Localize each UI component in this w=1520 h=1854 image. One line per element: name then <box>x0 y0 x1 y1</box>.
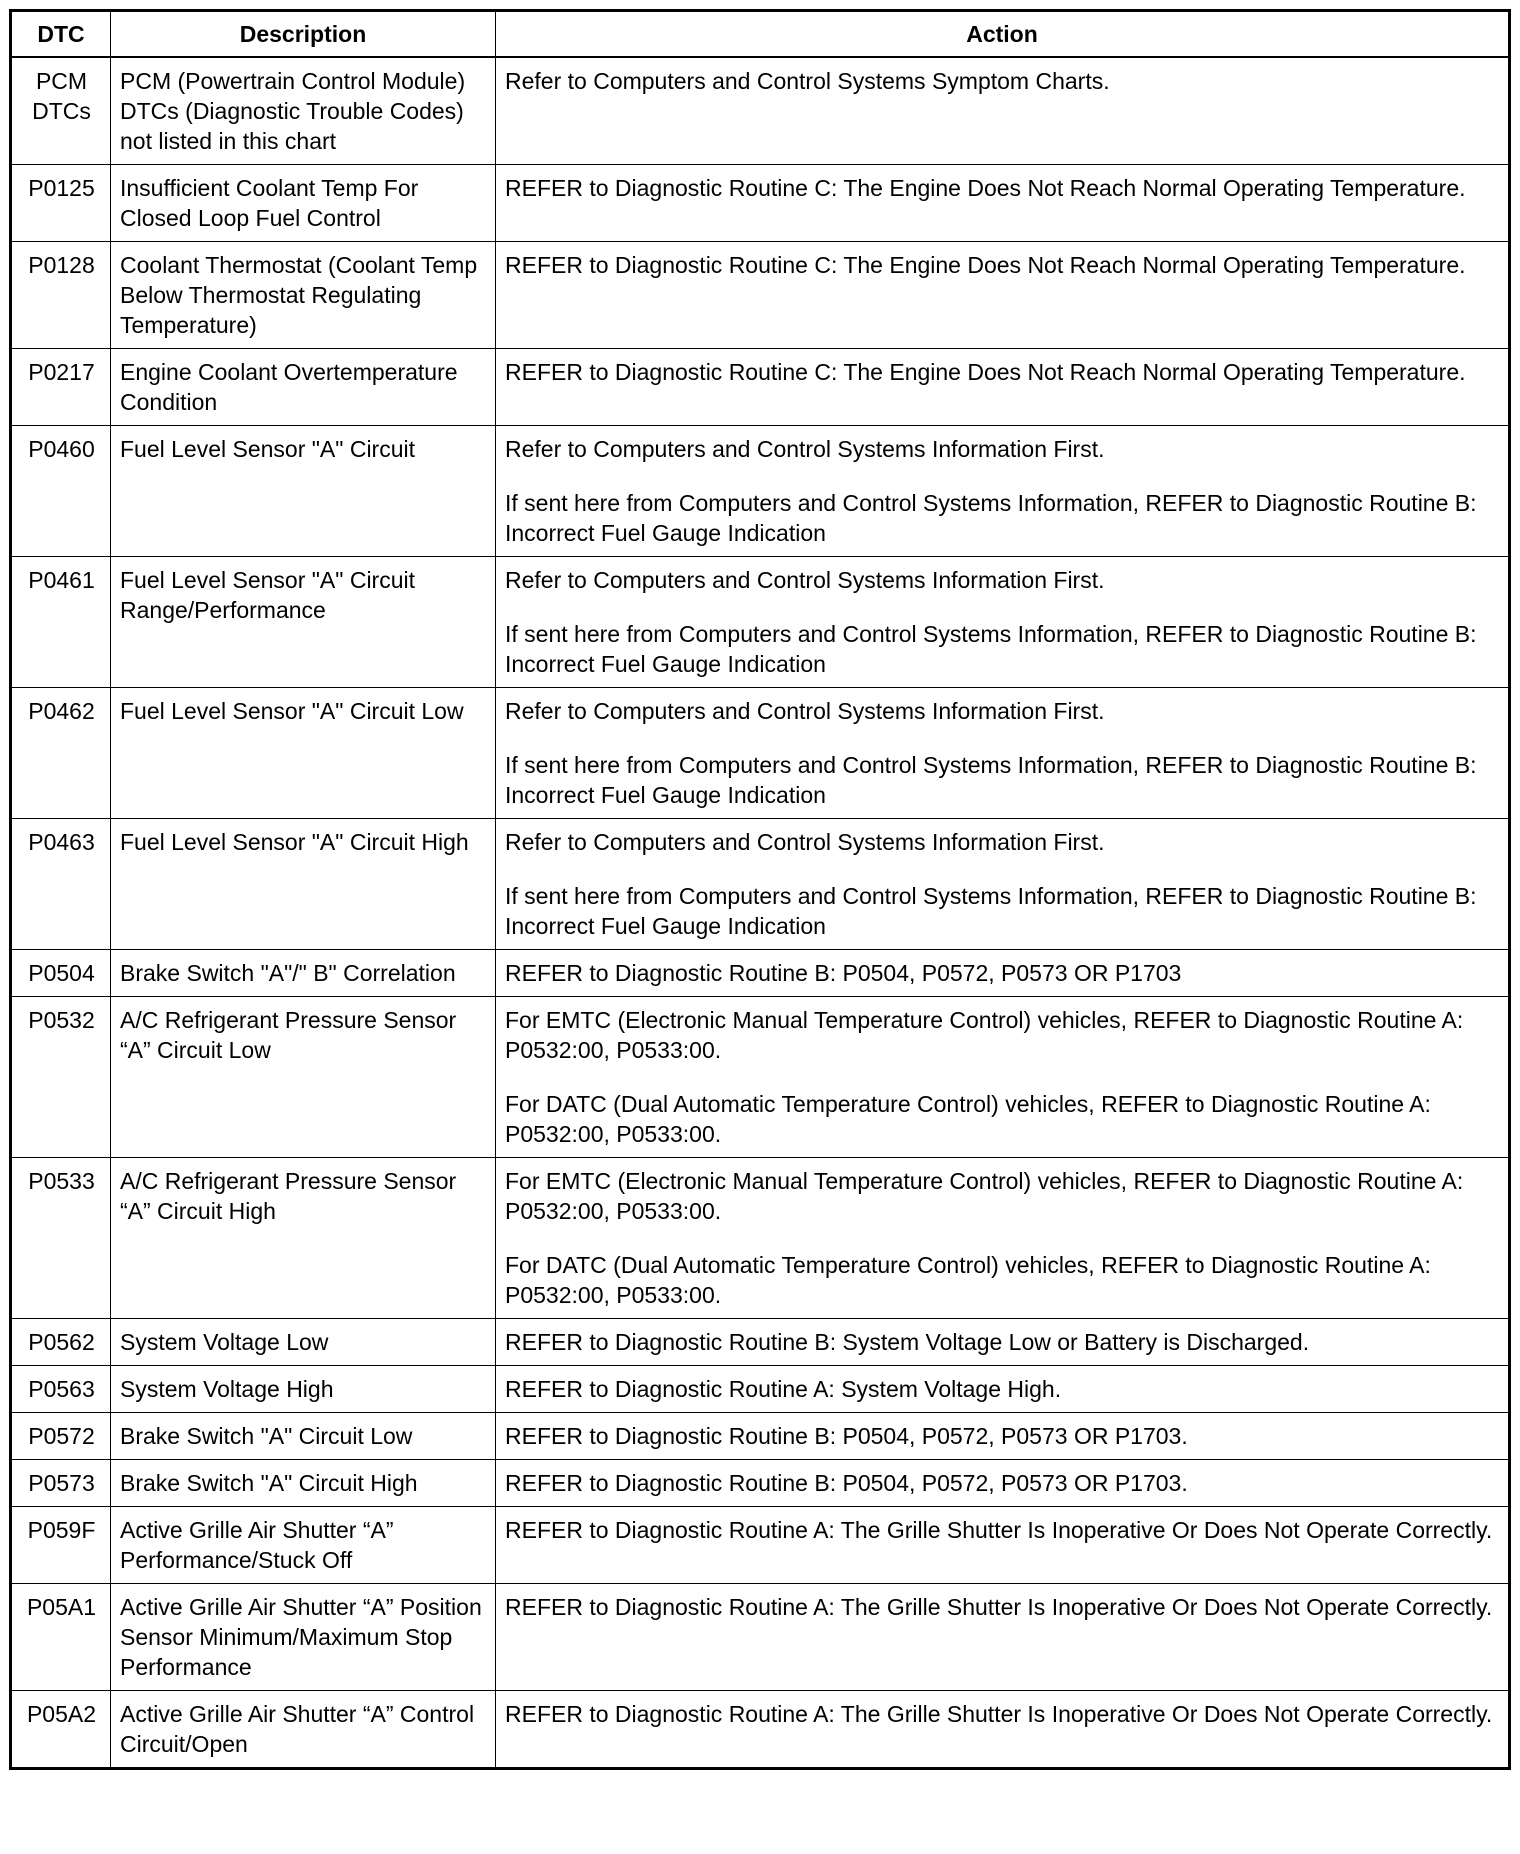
dtc-action <box>496 688 1510 819</box>
table-row <box>11 1691 1510 1769</box>
dtc-description: System Voltage Low <box>111 1319 496 1366</box>
action-paragraph: If sent here from Computers and Control Systems Information, REFER to Diagnostic Routine B: Incorrect Fuel Gauge Indication <box>505 883 1477 939</box>
dtc-action <box>496 242 1510 349</box>
action-paragraph: REFER to Diagnostic Routine B: P0504, P0572, P0573 OR P1703. <box>505 1423 1188 1449</box>
table-row <box>11 165 1510 242</box>
action-paragraph: Refer to Computers and Control Systems Information First. <box>505 567 1105 593</box>
table-body <box>11 57 1510 1769</box>
dtc-action <box>496 1366 1510 1413</box>
table-row <box>11 950 1510 997</box>
dtc-code: PCM DTCs <box>11 57 111 165</box>
dtc-code: P0572 <box>11 1413 111 1460</box>
table-row <box>11 349 1510 426</box>
dtc-description: System Voltage High <box>111 1366 496 1413</box>
dtc-code: P0125 <box>11 165 111 242</box>
dtc-description: A/C Refrigerant Pressure Sensor “A” Circuit High <box>111 1158 496 1319</box>
dtc-code: P05A1 <box>11 1584 111 1691</box>
action-paragraph: For DATC (Dual Automatic Temperature Control) vehicles, REFER to Diagnostic Routine A: P0532:00, P0533:00. <box>505 1091 1431 1147</box>
dtc-description: Engine Coolant Overtemperature Condition <box>111 349 496 426</box>
action-paragraph: REFER to Diagnostic Routine B: P0504, P0572, P0573 OR P1703. <box>505 1470 1188 1496</box>
dtc-description: Fuel Level Sensor "A" Circuit Range/Performance <box>111 557 496 688</box>
action-paragraph: Refer to Computers and Control Systems Symptom Charts. <box>505 68 1110 94</box>
action-paragraph: For DATC (Dual Automatic Temperature Control) vehicles, REFER to Diagnostic Routine A: P0532:00, P0533:00. <box>505 1252 1431 1308</box>
dtc-description: Coolant Thermostat (Coolant Temp Below Thermostat Regulating Temperature) <box>111 242 496 349</box>
dtc-action <box>496 1460 1510 1507</box>
action-paragraph: For EMTC (Electronic Manual Temperature Control) vehicles, REFER to Diagnostic Routine A: P0532:00, P0533:00. <box>505 1007 1464 1063</box>
dtc-action <box>496 1691 1510 1769</box>
header-description: Description <box>111 11 496 58</box>
dtc-description: Fuel Level Sensor "A" Circuit <box>111 426 496 557</box>
dtc-code: P0532 <box>11 997 111 1158</box>
dtc-table <box>9 9 1511 1770</box>
dtc-action <box>496 1584 1510 1691</box>
dtc-description: Active Grille Air Shutter “A” Performance/Stuck Off <box>111 1507 496 1584</box>
dtc-code: P0463 <box>11 819 111 950</box>
table-row <box>11 1366 1510 1413</box>
dtc-code: P05A2 <box>11 1691 111 1769</box>
table-row <box>11 1413 1510 1460</box>
dtc-action <box>496 1319 1510 1366</box>
action-paragraph: REFER to Diagnostic Routine A: The Grille Shutter Is Inoperative Or Does Not Operate Correctly. <box>505 1701 1493 1727</box>
action-paragraph: If sent here from Computers and Control Systems Information, REFER to Diagnostic Routine B: Incorrect Fuel Gauge Indication <box>505 621 1477 677</box>
action-paragraph: REFER to Diagnostic Routine C: The Engine Does Not Reach Normal Operating Temperature. <box>505 359 1466 385</box>
dtc-code: P0461 <box>11 557 111 688</box>
dtc-description: Insufficient Coolant Temp For Closed Loop Fuel Control <box>111 165 496 242</box>
dtc-description: PCM (Powertrain Control Module) DTCs (Diagnostic Trouble Codes) not listed in this chart <box>111 57 496 165</box>
table-row <box>11 57 1510 165</box>
table-row <box>11 819 1510 950</box>
dtc-action <box>496 997 1510 1158</box>
action-paragraph: REFER to Diagnostic Routine A: System Voltage High. <box>505 1376 1062 1402</box>
dtc-description: Brake Switch "A" Circuit High <box>111 1460 496 1507</box>
dtc-code: P0128 <box>11 242 111 349</box>
dtc-description: Fuel Level Sensor "A" Circuit High <box>111 819 496 950</box>
action-paragraph: REFER to Diagnostic Routine B: P0504, P0572, P0573 OR P1703 <box>505 960 1182 986</box>
table-row <box>11 1584 1510 1691</box>
action-paragraph: Refer to Computers and Control Systems Information First. <box>505 436 1105 462</box>
dtc-action <box>496 1413 1510 1460</box>
dtc-action <box>496 349 1510 426</box>
dtc-code: P0462 <box>11 688 111 819</box>
dtc-description: Active Grille Air Shutter “A” Control Circuit/Open <box>111 1691 496 1769</box>
action-paragraph: REFER to Diagnostic Routine A: The Grille Shutter Is Inoperative Or Does Not Operate Correctly. <box>505 1594 1493 1620</box>
dtc-code: P059F <box>11 1507 111 1584</box>
dtc-description: Brake Switch "A" Circuit Low <box>111 1413 496 1460</box>
dtc-code: P0563 <box>11 1366 111 1413</box>
dtc-code: P0460 <box>11 426 111 557</box>
dtc-code: P0533 <box>11 1158 111 1319</box>
table-row <box>11 1158 1510 1319</box>
header-dtc: DTC <box>11 11 111 58</box>
dtc-action <box>496 57 1510 165</box>
dtc-action <box>496 165 1510 242</box>
table-row <box>11 688 1510 819</box>
table-row <box>11 426 1510 557</box>
dtc-code: P0504 <box>11 950 111 997</box>
dtc-action <box>496 819 1510 950</box>
table-row <box>11 1507 1510 1584</box>
dtc-code: P0217 <box>11 349 111 426</box>
action-paragraph: REFER to Diagnostic Routine B: System Voltage Low or Battery is Discharged. <box>505 1329 1310 1355</box>
action-paragraph: REFER to Diagnostic Routine C: The Engine Does Not Reach Normal Operating Temperature. <box>505 252 1466 278</box>
action-paragraph: If sent here from Computers and Control Systems Information, REFER to Diagnostic Routine B: Incorrect Fuel Gauge Indication <box>505 752 1477 808</box>
dtc-code: P0573 <box>11 1460 111 1507</box>
dtc-description: Active Grille Air Shutter “A” Position Sensor Minimum/Maximum Stop Performance <box>111 1584 496 1691</box>
dtc-action <box>496 1158 1510 1319</box>
dtc-action <box>496 950 1510 997</box>
dtc-action <box>496 426 1510 557</box>
header-action: Action <box>496 11 1510 58</box>
dtc-description: A/C Refrigerant Pressure Sensor “A” Circuit Low <box>111 997 496 1158</box>
dtc-description: Brake Switch "A"/" B" Correlation <box>111 950 496 997</box>
action-paragraph: Refer to Computers and Control Systems Information First. <box>505 698 1105 724</box>
header-row <box>11 11 1510 58</box>
table-row <box>11 557 1510 688</box>
action-paragraph: REFER to Diagnostic Routine A: The Grille Shutter Is Inoperative Or Does Not Operate Correctly. <box>505 1517 1493 1543</box>
table-row <box>11 1319 1510 1366</box>
table-row <box>11 997 1510 1158</box>
dtc-action <box>496 1507 1510 1584</box>
table-row <box>11 1460 1510 1507</box>
dtc-code: P0562 <box>11 1319 111 1366</box>
action-paragraph: REFER to Diagnostic Routine C: The Engine Does Not Reach Normal Operating Temperature. <box>505 175 1466 201</box>
dtc-action <box>496 557 1510 688</box>
table-row <box>11 242 1510 349</box>
action-paragraph: Refer to Computers and Control Systems Information First. <box>505 829 1105 855</box>
action-paragraph: For EMTC (Electronic Manual Temperature Control) vehicles, REFER to Diagnostic Routine A: P0532:00, P0533:00. <box>505 1168 1464 1224</box>
action-paragraph: If sent here from Computers and Control Systems Information, REFER to Diagnostic Routine B: Incorrect Fuel Gauge Indication <box>505 490 1477 546</box>
dtc-description: Fuel Level Sensor "A" Circuit Low <box>111 688 496 819</box>
